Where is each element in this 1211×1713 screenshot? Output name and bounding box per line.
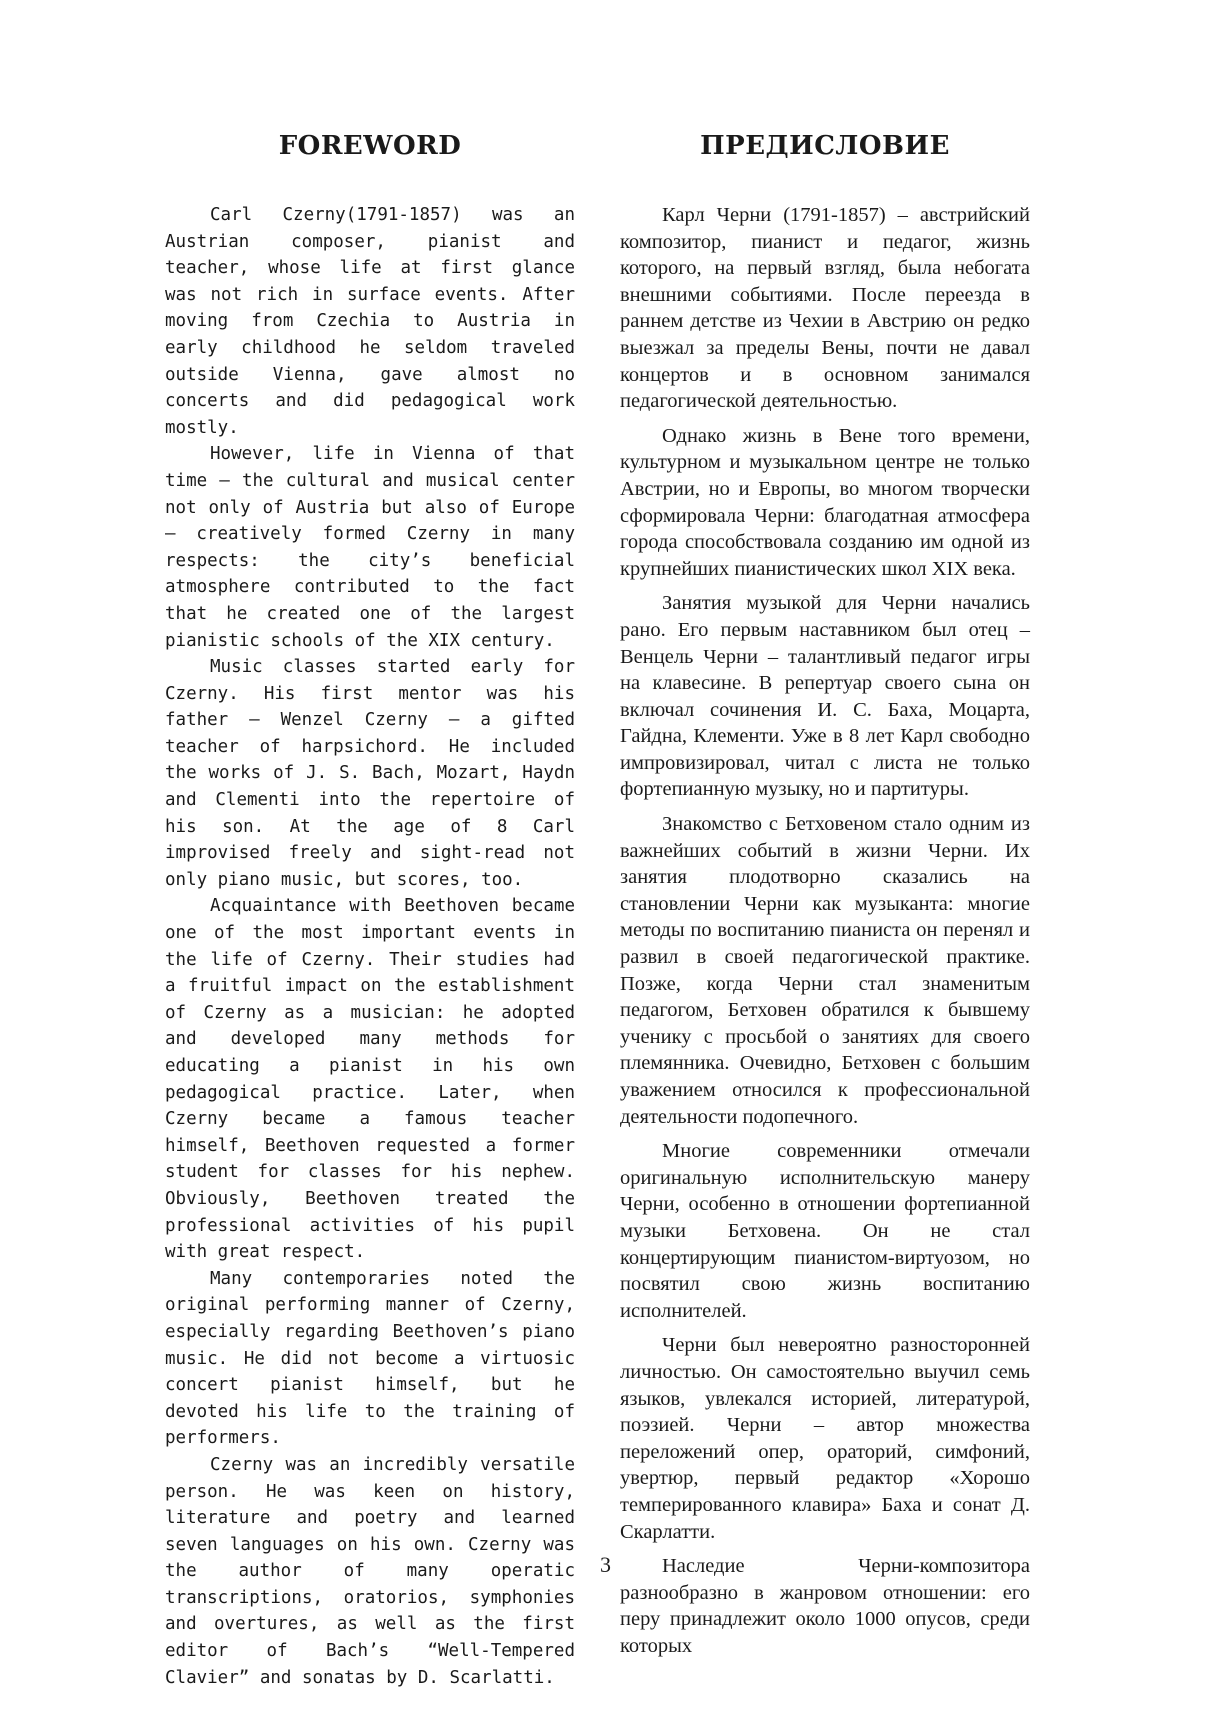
english-paragraph: Carl Czerny(1791-1857) was an Austrian composer, pianist and teacher, whose life at first glance was not rich in surface events. After moving from Czechia to Austria in early childhood he seldom traveled outside Vienna, gave almost no concerts and did pedagogical work mostly. (165, 205, 575, 438)
english-paragraph: However, life in Vienna of that time – the cultural and musical center not only of Austria but also of Europe – creatively formed Czerny in many respects: the city’s beneficial atmosphere contributed to the fact that he created one of the largest pianistic schools of the XIX century. (165, 444, 575, 651)
russian-paragraph: Однако жизнь в Вене того времени, культурном и музыкальном центре не только Австрии, но и Европы, во многом творчески сформировала Черни: благодатная атмосфера города способствовала созданию им одной из крупнейших пианистических школ XIX века. (620, 424, 1030, 580)
russian-paragraph: Многие современники отмечали оригинальную исполнительскую манеру Черни, особенно в отношении фортепианной музыки Бетховена. Он не стал концертирующим пианистом-виртуозом, но посвятил свою жизнь воспитанию исполнителей. (620, 1140, 1030, 1322)
english-paragraph: Many contemporaries noted the original performing manner of Czerny, especially regarding Beethoven’s piano music. He did not become a virtuosic concert pianist himself, but he devoted his life to the training of performers. (165, 1268, 575, 1449)
english-heading: FOREWORD (278, 131, 462, 161)
english-paragraph: Czerny was an incredibly versatile person. He was keen on history, literature and poetry and learned seven languages on his own. Czerny was the author of many operatic transcriptions, oratorios, symphonies and overtures, as well as the first editor of Bach’s “Well-Tempered Clavier” and sonatas by D. Scarlatti. (165, 1454, 575, 1688)
english-paragraph: Acquaintance with Beethoven became one of the most important events in the life of Czerny. Their studies had a fruitful impact on the establishment of Czerny as a musician: he adopted and developed many methods for educating a pianist in his own pedagogical practice. Later, when Czerny became a famous teacher himself, Beethoven requested a former student for classes for his nephew. Obviously, Beethoven treated the professional activities of his pupil with great respect. (165, 896, 575, 1263)
russian-column (620, 130, 1030, 1667)
english-paragraph: Music classes started early for Czerny. His first mentor was his father – Wenzel Czerny – a gifted teacher of harpsichord. He included the works of J. S. Bach, Mozart, Haydn and Clementi into the repertoire of his son. At the age of 8 Carl improvised freely and sight-read not only piano music, but scores, too. (165, 657, 575, 890)
russian-paragraph: Занятия музыкой для Черни начались рано. Его первым наставником был отец – Венцель Черни – талантливый педагог игры на клавесине. В репертуар своего сына он включал сочинения И. С. Баха, Моцарта, Гайдна, Клементи. Уже в 8 лет Карл свободно импровизировал, читал с листа не только фортепианную музыку, но и партитуры. (620, 592, 1030, 801)
russian-paragraph: Черни был невероятно разносторонней личностью. Он самостоятельно выучил семь языков, увлекался историей, литературой, поэзией. Черни – автор множества переложений опер, ораторий, симфоний, увертюр, первый редактор «Хорошо темперированного клавира» Баха и сонат Д. Скарлатти. (620, 1334, 1030, 1543)
russian-heading: ПРЕДИСЛОВИЕ (700, 131, 950, 161)
russian-paragraph: Знакомство с Бетховеном стало одним из важнейших событий в жизни Черни. Их занятия плодотворно сказались на становлении Черни как музыканта: многие методы по воспитанию пианиста он перенял и развил в своей педагогической практике. Позже, когда Черни стал знаменитым педагогом, Бетховен обратился к бывшему ученику с просьбой о занятиях для своего племянника. Очевидно, Бетховен с большим уважением относился к профессиональной деятельности подопечного. (620, 813, 1030, 1128)
russian-paragraph: Карл Черни (1791-1857) – австрийский композитор, пианист и педагог, жизнь которого, на первый взгляд, была небогата внешними событиями. После переезда в раннем детстве из Чехии в Австрию он редко выезжал за пределы Вены, почти не давал концертов и в основном занимался педагогической деятельностью. (620, 204, 1030, 413)
english-column (165, 130, 575, 1691)
page-number: 3 (600, 1552, 611, 1577)
russian-paragraph: Наследие Черни-композитора разнообразно в жанровом отношении: его перу принадлежит около 1000 опусов, среди которых (620, 1555, 1030, 1657)
